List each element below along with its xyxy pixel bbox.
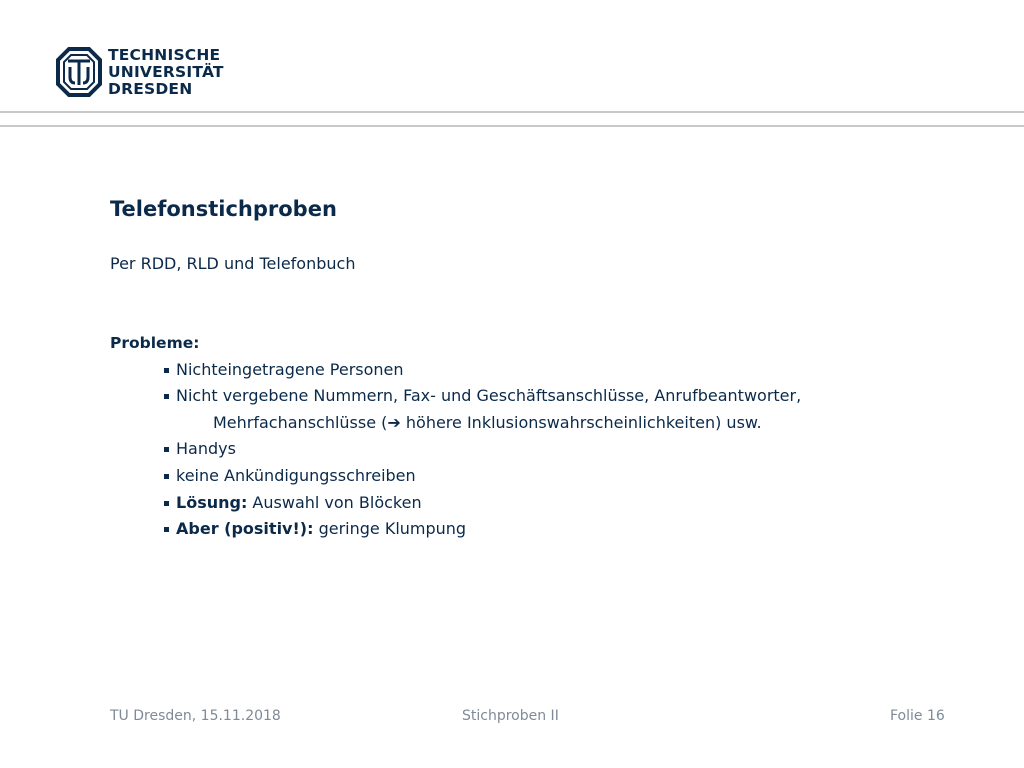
bullet-item bbox=[110, 490, 910, 517]
square-bullet-icon bbox=[164, 474, 169, 479]
slide-header bbox=[0, 0, 1024, 128]
logo-line-2: UNIVERSITÄT bbox=[108, 63, 224, 81]
logo-line-3: DRESDEN bbox=[108, 80, 193, 98]
square-bullet-icon bbox=[164, 394, 169, 399]
tu-dresden-logo bbox=[56, 47, 226, 99]
bullet-item bbox=[110, 357, 910, 384]
logo-wordmark bbox=[108, 47, 224, 98]
bullet-text: Nichteingetragene Personen bbox=[176, 359, 404, 379]
square-bullet-icon bbox=[164, 447, 169, 452]
slide-subtitle: Per RDD, RLD und Telefonbuch bbox=[110, 254, 356, 273]
tud-emblem-icon bbox=[56, 47, 102, 97]
bullet-item bbox=[110, 383, 910, 410]
bullet-item bbox=[110, 436, 910, 463]
header-divider-top bbox=[0, 111, 1024, 113]
bullet-bold-label: Lösung: bbox=[176, 492, 248, 512]
bullet-text: geringe Klumpung bbox=[313, 519, 467, 539]
square-bullet-icon bbox=[164, 501, 169, 506]
footer-lecture-title: Stichproben II bbox=[462, 708, 559, 724]
slide-body bbox=[110, 330, 910, 543]
bullet-bold-label: Aber (positiv!): bbox=[176, 519, 314, 539]
bullet-item bbox=[110, 516, 910, 543]
problems-heading: Probleme: bbox=[110, 334, 200, 352]
bullet-continuation: Mehrfachanschlüsse (➔ höhere Inklusionswahrscheinlichkeiten) usw. bbox=[213, 412, 762, 432]
footer-institution-date: TU Dresden, 15.11.2018 bbox=[110, 708, 281, 724]
square-bullet-icon bbox=[164, 527, 169, 532]
bullet-text: Auswahl von Blöcken bbox=[247, 492, 422, 512]
bullet-item bbox=[110, 463, 910, 490]
logo-line-1: TECHNISCHE bbox=[108, 46, 221, 64]
footer-slide-number: Folie 16 bbox=[890, 708, 945, 724]
square-bullet-icon bbox=[164, 368, 169, 373]
bullet-text: Nicht vergebene Nummern, Fax- und Geschäftsanschlüsse, Anrufbeantworter, bbox=[176, 386, 802, 406]
header-divider-bottom bbox=[0, 125, 1024, 127]
bullet-text: keine Ankündigungsschreiben bbox=[176, 465, 416, 485]
bullet-text: Handys bbox=[176, 439, 236, 459]
slide-title: Telefonstichproben bbox=[110, 197, 337, 221]
